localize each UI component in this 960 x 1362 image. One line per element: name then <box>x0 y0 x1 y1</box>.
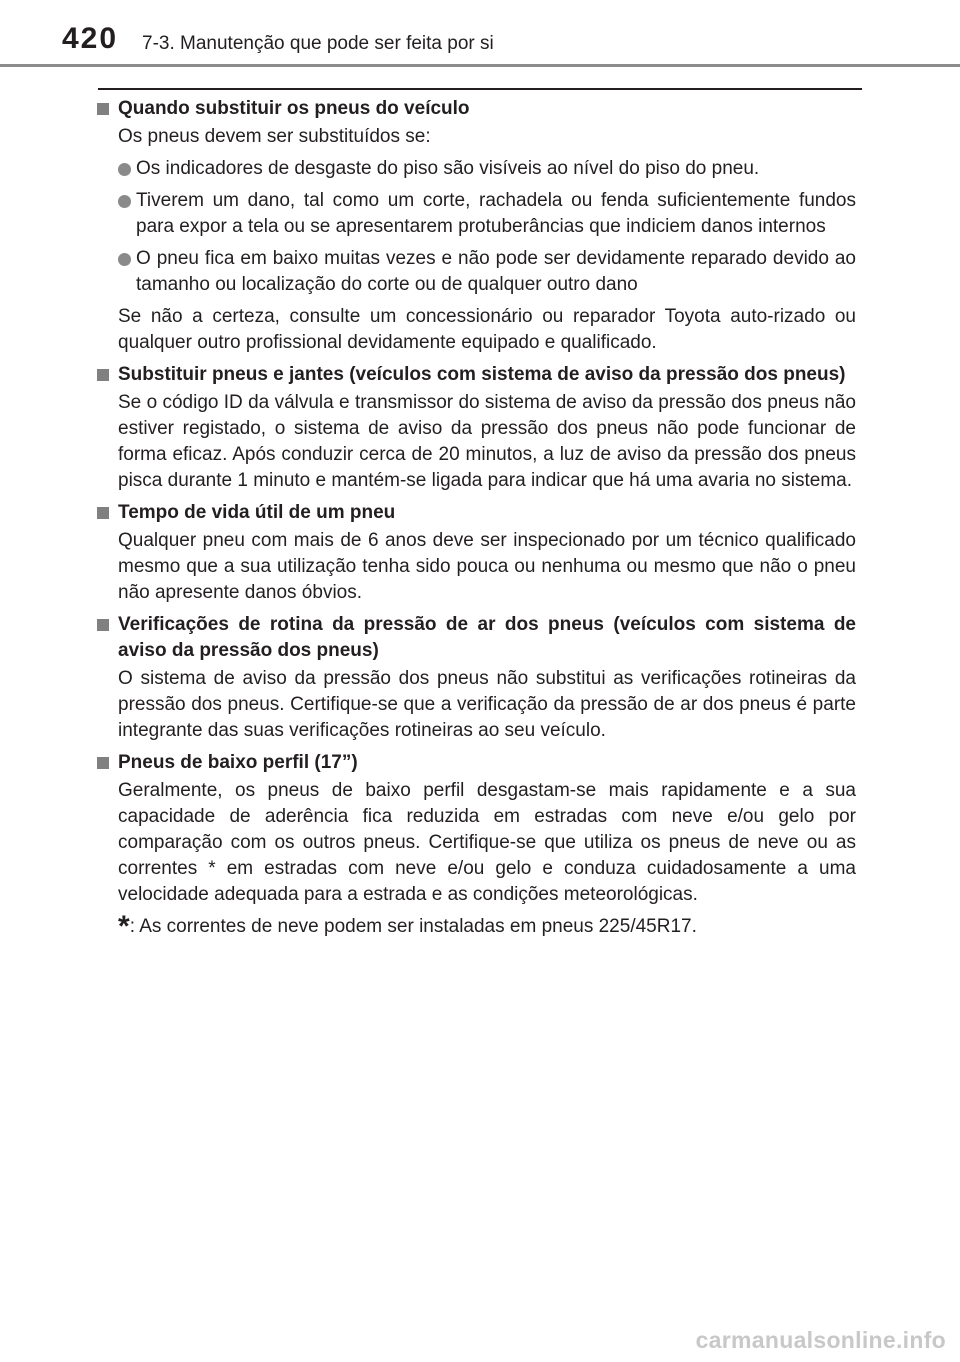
watermark: carmanualsonline.info <box>695 1327 946 1353</box>
square-bullet-icon <box>97 757 109 769</box>
section-heading: Quando substituir os pneus do veículo <box>96 96 856 122</box>
section-low-profile-tires <box>96 750 856 908</box>
section-body: Se o código ID da válvula e transmissor do sistema de aviso da pressão dos pneus não estiver registado, o sistema de aviso da pressão dos pneus não pode funcionar de forma eficaz. Após conduzir cerca de 20 minutos, a luz de aviso da pressão dos pneus pisca durante 1 minuto e mantém-se ligada para indicar que há uma avaria no sistema. <box>118 392 856 491</box>
page-header <box>0 0 960 70</box>
section-heading: Verificações de rotina da pressão de ar dos pneus (veículos com sistema de aviso da pressão dos pneus) <box>96 612 856 664</box>
square-bullet-icon <box>97 619 109 631</box>
section-body: Qualquer pneu com mais de 6 anos deve ser inspecionado por um técnico qualificado mesmo que a sua utilização tenha sido pouca ou nenhuma ou mesmo que não o pneu não apresente danos óbvios. <box>118 530 856 603</box>
list-item: Os indicadores de desgaste do piso são visíveis ao nível do piso do pneu. <box>96 156 856 182</box>
chapter-title: 7-3. Manutenção que pode ser feita por si <box>142 33 494 54</box>
section-outro: Se não a certeza, consulte um concessionário ou reparador Toyota auto-rizado ou qualquer outro profissional devidamente equipado e qualificado. <box>118 306 856 353</box>
section-body: Geralmente, os pneus de baixo perfil desgastam-se mais rapidamente e a sua capacidade de aderência fica reduzida em estradas com neve e/ou gelo por comparação com os outros pneus. Certifique-se que utiliza os pneus de neve ou as correntes * em estradas com neve e/ou gelo e conduza cuidadosamente a uma velocidade adequada para a estrada e as condições meteorológicas. <box>118 780 856 905</box>
section-heading: Tempo de vida útil de um pneu <box>96 500 856 526</box>
section-heading: Pneus de baixo perfil (17”) <box>96 750 856 776</box>
square-bullet-icon <box>97 507 109 519</box>
section-body: O sistema de aviso da pressão dos pneus não substitui as verificações rotineiras da pressão dos pneus. Certifique-se que a verificação da pressão de ar dos pneus é parte integrante das suas verificações rotineiras ao seu veículo. <box>118 668 856 741</box>
square-bullet-icon <box>97 369 109 381</box>
section-tire-lifespan <box>96 500 856 606</box>
footnote-text: : As correntes de neve podem ser instaladas em pneus 225/45R17. <box>129 916 697 937</box>
section-routine-pressure-checks <box>96 612 856 744</box>
footnote-marker: * <box>118 910 130 943</box>
round-bullet-icon <box>118 253 131 266</box>
page-number: 420 <box>62 22 119 55</box>
list-item: Tiverem um dano, tal como um corte, rachadela ou fenda suficientemente fundos para expor a tela ou se apresentarem protuberâncias que indiciem danos internos <box>96 188 856 240</box>
section-when-to-replace <box>96 96 856 356</box>
section-heading: Substituir pneus e jantes (veículos com sistema de aviso da pressão dos pneus) <box>96 362 856 388</box>
round-bullet-icon <box>118 195 131 208</box>
header-divider <box>0 64 960 67</box>
round-bullet-icon <box>118 163 131 176</box>
footnote <box>96 910 856 943</box>
section-intro: Os pneus devem ser substituídos se: <box>118 126 431 147</box>
page-content <box>96 96 856 943</box>
section-replace-tires-wheels <box>96 362 856 494</box>
square-bullet-icon <box>97 103 109 115</box>
list-item: O pneu fica em baixo muitas vezes e não pode ser devidamente reparado devido ao tamanho ou localização do corte ou de qualquer outro dano <box>96 246 856 298</box>
content-top-rule <box>98 88 862 90</box>
